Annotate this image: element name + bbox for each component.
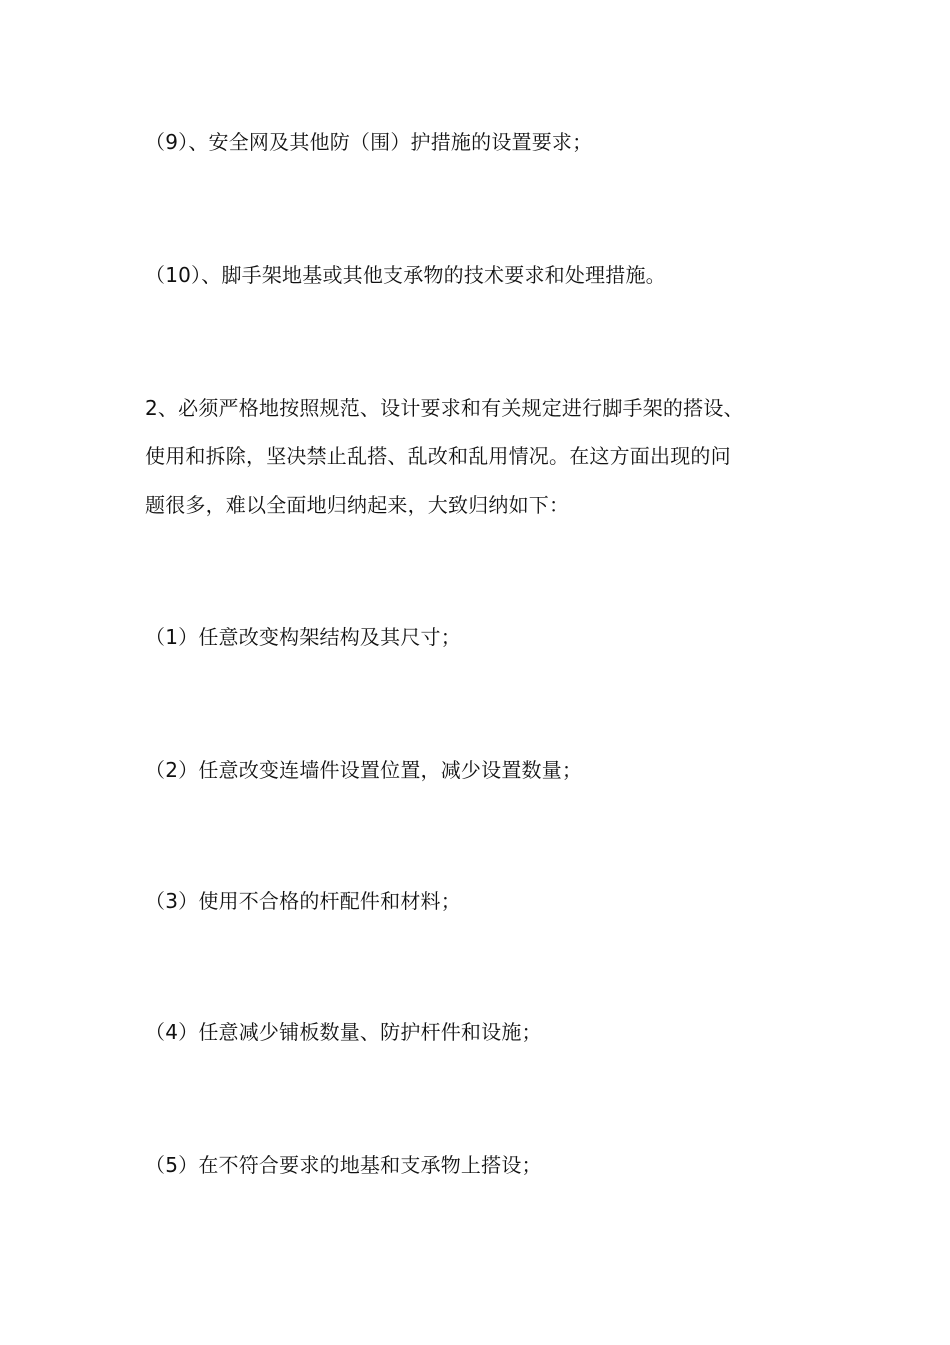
list-item: （1）任意改变构架结构及其尺寸； [145,625,461,649]
paragraph-line: 2、必须严格地按照规范、设计要求和有关规定进行脚手架的搭设、 [145,396,744,420]
list-item: （2）任意改变连墙件设置位置，减少设置数量； [145,758,583,782]
list-item: （3）使用不合格的杆配件和材料； [145,889,461,913]
paragraph-line: 题很多，难以全面地归纳起来，大致归纳如下： [145,493,570,517]
paragraph-line: 使用和拆除，坚决禁止乱搭、乱改和乱用情况。在这方面出现的问 [145,444,731,468]
list-item: （5）在不符合要求的地基和支承物上搭设； [145,1153,542,1177]
list-item: （9）、安全网及其他防（围）护措施的设置要求； [145,130,593,154]
list-item: （10）、脚手架地基或其他支承物的技术要求和处理措施。 [145,263,666,287]
list-item: （4）任意减少铺板数量、防护杆件和设施； [145,1020,542,1044]
